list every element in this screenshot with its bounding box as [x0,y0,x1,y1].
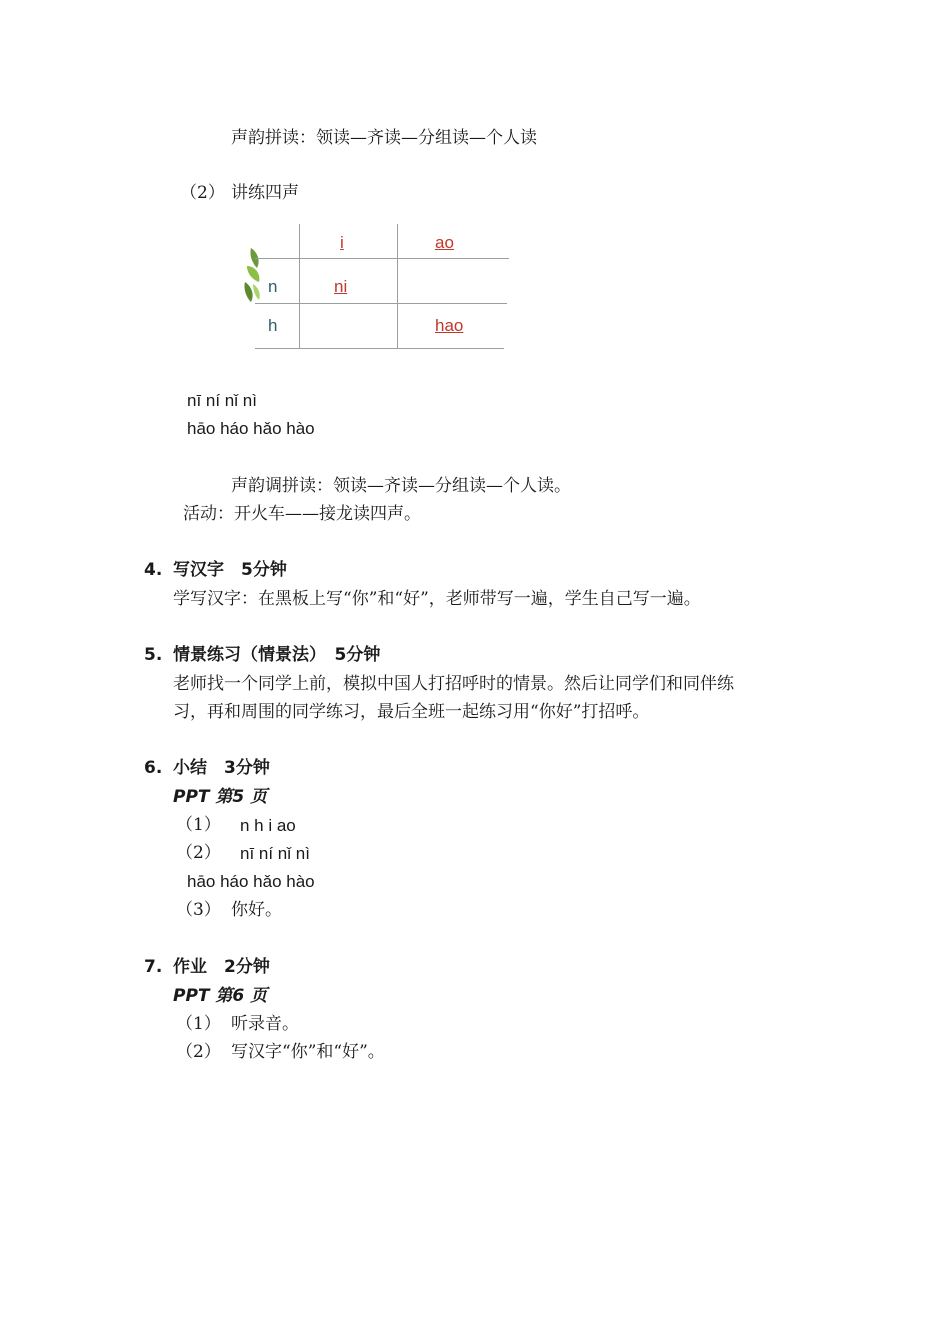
item-2-text: 讲练四声 [231,183,299,203]
section-7-number: 7. [144,957,163,977]
section-5-body-line-1: 老师找一个同学上前，模拟中国人打招呼时的情景。然后让同学们和同伴练 [173,674,734,694]
reading-instruction-1: 声韵拼读：领读—齐读—分组读—个人读 [231,128,537,148]
summary-item-2-number: （2） [176,843,221,863]
homework-item-2-number: （2） [176,1042,221,1062]
tones-hao: hāo háo hǎo hào [187,419,315,438]
section-4-body: 学写汉字：在黑板上写“你”和“好”，老师带写一遍，学生自己写一遍。 [173,589,701,609]
section-4-title: 写汉字 5分钟 [173,560,287,580]
summary-item-1-number: （1） [176,815,221,835]
section-7-title: 作业 2分钟 [173,957,270,977]
plant-image [243,244,263,306]
section-5-body-line-2: 习，再和周围的同学练习，最后全班一起练习用“你好”打招呼。 [173,702,650,722]
table-cell-ni: ni [334,277,348,296]
homework-item-2-text: 写汉字“你”和“好”。 [231,1042,385,1062]
activity-text: 活动：开火车——接龙读四声。 [183,504,421,524]
tones-ni: nī ní nǐ nì [187,391,257,410]
item-2-number: （2） [180,183,225,203]
section-4-number: 4. [144,560,163,580]
summary-item-2-line-2: hāo háo hǎo hào [187,872,315,891]
homework-item-1-text: 听录音。 [231,1014,299,1034]
section-7-ppt-ref: PPT 第6 页 [173,986,268,1006]
section-5-title: 情景练习（情景法） 5分钟 [173,645,381,665]
summary-item-2-text: nī ní nǐ nì [240,844,310,863]
table-initial-n: n [268,277,278,296]
summary-item-3-number: （3） [176,900,221,920]
table-cell-hao: hao [435,316,464,335]
homework-item-1-number: （1） [176,1014,221,1034]
summary-item-3-text: 你好。 [231,900,282,920]
table-header-ao: ao [435,233,454,252]
table-header-i: i [340,233,344,252]
section-6-title: 小结 3分钟 [173,758,270,778]
reading-instruction-2: 声韵调拼读：领读—齐读—分组读—个人读。 [231,476,571,496]
section-5-number: 5. [144,645,163,665]
section-6-number: 6. [144,758,163,778]
summary-item-1-text: n h i ao [240,816,296,835]
table-initial-h: h [268,316,278,335]
section-6-ppt-ref: PPT 第5 页 [173,787,268,807]
